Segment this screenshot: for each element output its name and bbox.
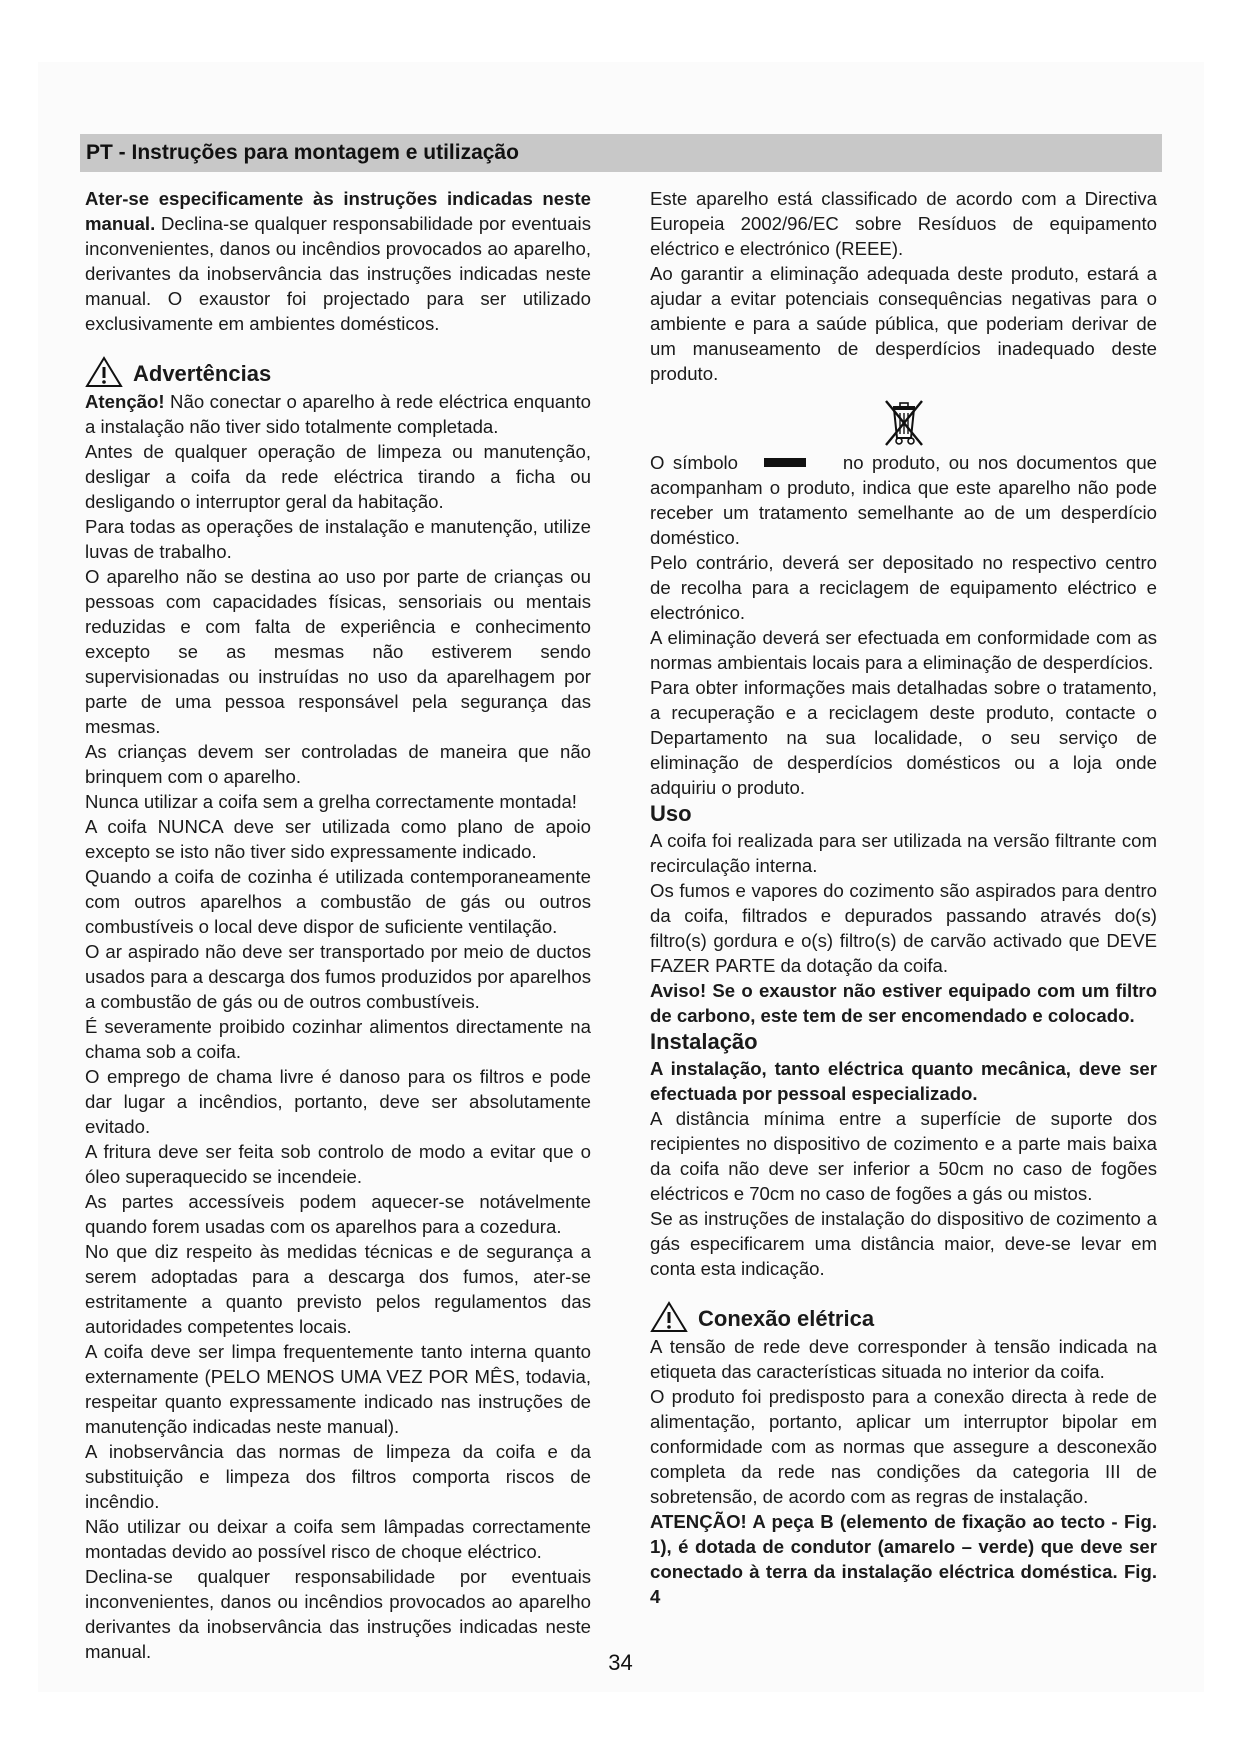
use-notice	[650, 978, 1157, 1028]
left-column	[85, 186, 591, 1664]
left-paragraph: O emprego de chama livre é danoso para os filtros e pode dar lugar a incêndios, portanto, deve ser absolutamente evitado.	[85, 1066, 591, 1137]
left-paragraph: Nunca utilizar a coifa sem a grelha correctamente montada!	[85, 791, 577, 812]
warnings-heading-text: Advertências	[133, 361, 272, 386]
intro-paragraph	[85, 186, 591, 336]
left-paragraph: Quando a coifa de cozinha é utilizada contemporaneamente com outros aparelhos a combustão de gás ou outros combustíveis o local deve dispor de suficiente ventilação.	[85, 866, 591, 937]
symbol-paragraph	[650, 450, 1157, 550]
right-column	[650, 186, 1157, 1609]
install-heading: Instalação	[650, 1029, 758, 1054]
use-paragraph: A coifa foi realizada para ser utilizada na versão filtrante com recirculação interna.	[650, 830, 1157, 876]
use-notice-bold: Aviso! Se o exaustor não estiver equipado com um filtro de carbono, este tem de ser encomendado e colocado.	[650, 980, 1157, 1026]
attention-text: Não conectar o aparelho à rede eléctrica enquanto a instalação não tiver sido totalmente completada.	[85, 391, 591, 437]
electrical-notice	[650, 1509, 1157, 1609]
left-paragraph: As partes accessíveis podem aquecer-se notávelmente quando forem usadas com os aparelhos para a cozedura.	[85, 1191, 591, 1237]
left-paragraph: Não utilizar ou deixar a coifa sem lâmpadas correctamente montadas devido ao possível risco de choque eléctrico.	[85, 1516, 591, 1562]
warning-triangle-icon	[85, 356, 123, 388]
install-paragraph: Se as instruções de instalação do dispositivo de cozimento a gás especificarem uma distância maior, deve-se levar em conta esta indicação.	[650, 1208, 1157, 1279]
electrical-paragraph: A tensão de rede deve corresponder à tensão indicada na etiqueta das características situada no interior da coifa.	[650, 1336, 1157, 1382]
weee-paragraph: Ao garantir a eliminação adequada deste produto, estará a ajudar a evitar potenciais consequências negativas para o ambiente e para a saúde pública, que poderiam derivar de um manuseamento de desperdícios inadequado deste produto.	[650, 263, 1157, 384]
install-notice	[650, 1056, 1157, 1106]
left-paragraph: O ar aspirado não deve ser transportado por meio de ductos usados para a descarga dos fumos produzidos por aparelhos a combustão de gás ou de outros combustíveis.	[85, 941, 591, 1012]
left-paragraph: É severamente proibido cozinhar alimentos directamente na chama sob a coifa.	[85, 1016, 591, 1062]
left-paragraph: Para todas as operações de instalação e manutenção, utilize luvas de trabalho.	[85, 516, 591, 562]
install-bold: A instalação, tanto eléctrica quanto mecânica, deve ser efectuada por pessoal especializado.	[650, 1058, 1157, 1104]
electrical-heading-text: Conexão elétrica	[698, 1306, 875, 1331]
symbol-word: O símbolo	[650, 452, 739, 473]
install-paragraph: A distância mínima entre a superfície de suporte dos recipientes no dispositivo de cozimento e a parte mais baixa da coifa não deve ser inferior a 50cm no caso de fogões eléctricos e 70cm no caso de fogões a gás ou mistos.	[650, 1108, 1157, 1204]
symbol-rest: no produto, ou nos documentos que acompanham o produto, indica que este aparelho não pode receber um tratamento semelhante ao de um desperdício doméstico.	[650, 452, 1158, 548]
weee-bar-icon	[764, 458, 806, 467]
page-title: PT - Instruções para montagem e utilização	[86, 141, 519, 164]
left-paragraph: No que diz respeito às medidas técnicas e de segurança a serem adoptadas para a descarga dos fumos, ater-se estritamente a quanto previsto pelos regulamentos das autoridades competentes locais.	[85, 1241, 591, 1337]
left-paragraph: A coifa NUNCA deve ser utilizada como plano de apoio excepto se isto não tiver sido expressamente indicado.	[85, 816, 591, 862]
section-title-bar	[80, 134, 1162, 172]
page-number: 34	[608, 1650, 633, 1675]
attention-paragraph	[85, 389, 591, 439]
disposal-paragraph: Para obter informações mais detalhadas sobre o tratamento, a recuperação e a reciclagem deste produto, contacte o Departamento na sua localidade, o seu serviço de eliminação de desperdícios domésticos ou a loja onde adquiriu o produto.	[650, 677, 1157, 798]
disposal-paragraph: Pelo contrário, deverá ser depositado no respectivo centro de recolha para a reciclagem de equipamento eléctrico e electrónico.	[650, 552, 1157, 623]
use-paragraph: Os fumos e vapores do cozimento são aspirados para dentro da coifa, filtrados e depurados passando através do(s) filtro(s) gordura e o(s) filtro(s) de carvão activado que DEVE FAZER PARTE da dotação da coifa.	[650, 880, 1157, 976]
intro-bold: Ater-se especificamente às instruções indicadas neste manual.	[85, 188, 591, 234]
electrical-notice-bold: ATENÇÃO! A peça B (elemento de fixação ao tecto - Fig. 1), é dotada de condutor (amarelo – verde) que deve ser conectado à terra da instalação eléctrica doméstica. Fig. 4	[650, 1511, 1157, 1607]
electrical-paragraph: O produto foi predisposto para a conexão directa à rede de alimentação, portanto, aplicar um interruptor bipolar em conformidade com as normas que assegure a desconexão completa da rede nas condições da categoria III de sobretensão, de acordo com as regras de instalação.	[650, 1386, 1157, 1507]
left-paragraph: As crianças devem ser controladas de maneira que não brinquem com o aparelho.	[85, 741, 591, 787]
weee-paragraph: Este aparelho está classificado de acordo com a Directiva Europeia 2002/96/EC sobre Resíduos de equipamento eléctrico e electrónico (REEE).	[650, 188, 1157, 259]
left-paragraph: Antes de qualquer operação de limpeza ou manutenção, desligar a coifa da rede eléctrica tirando a ficha ou desligando o interruptor geral da habitação.	[85, 441, 591, 512]
left-paragraph: A inobservância das normas de limpeza da coifa e da substituição e limpeza dos filtros comporta riscos de incêndio.	[85, 1441, 591, 1512]
weee-icon-wrapper	[650, 398, 1157, 448]
electrical-heading	[650, 1301, 1157, 1333]
use-heading: Uso	[650, 801, 692, 826]
left-paragraph: A fritura deve ser feita sob controlo de modo a evitar que o óleo superaquecido se incendeie.	[85, 1141, 591, 1187]
warning-triangle-icon	[650, 1301, 688, 1333]
crossed-bin-icon	[882, 398, 926, 448]
left-paragraph: Declina-se qualquer responsabilidade por eventuais inconvenientes, danos ou incêndios provocados ao aparelho derivantes da inobservância das instruções indicadas neste manual.	[85, 1566, 591, 1662]
attention-bold: Atenção!	[85, 391, 165, 412]
warnings-heading	[85, 356, 591, 388]
disposal-paragraph: A eliminação deverá ser efectuada em conformidade com as normas ambientais locais para a eliminação de desperdícios.	[650, 627, 1157, 673]
left-paragraph: O aparelho não se destina ao uso por parte de crianças ou pessoas com capacidades físicas, sensoriais ou mentais reduzidas e com falta de experiência e conhecimento excepto se as mesmas não estiverem sendo supervisionadas ou instruídas no uso da aparelhagem por parte de uma pessoa responsável pela segurança das mesmas.	[85, 566, 591, 737]
intro-text: Declina-se qualquer responsabilidade por eventuais inconvenientes, danos ou incêndios provocados ao aparelho, derivantes da inobservância das instruções indicadas neste manual. O exaustor foi projectado para ser utilizado exclusivamente em ambientes domésticos.	[85, 213, 591, 334]
left-paragraph: A coifa deve ser limpa frequentemente tanto interna quanto externamente (PELO MENOS UMA VEZ POR MÊS, todavia, respeitar quanto expressamente indicado nas instruções de manutenção indicadas neste manual).	[85, 1341, 591, 1437]
